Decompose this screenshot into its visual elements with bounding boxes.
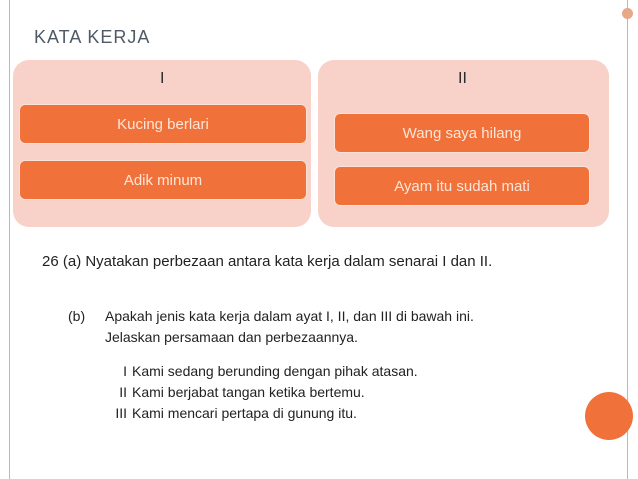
sentence-text: Kami mencari pertapa di gunung itu.	[132, 405, 357, 421]
decorative-circle	[585, 392, 633, 440]
question-b-line: Apakah jenis kata kerja dalam ayat I, II, dan III di bawah ini.	[105, 308, 474, 324]
sentence-item	[98, 382, 418, 403]
list-ii-item: Wang saya hilang	[334, 113, 590, 153]
decorative-dot-top	[622, 8, 633, 19]
sentence-item	[98, 361, 418, 382]
question-b-line: Jelaskan persamaan dan perbezaannya.	[105, 329, 358, 345]
sentence-number: I	[123, 363, 127, 379]
question-b-label: (b)	[68, 308, 86, 324]
sentence-item	[98, 403, 418, 424]
sentence-list	[98, 361, 418, 424]
question-a: 26 (a) Nyatakan perbezaan antara kata kerja dalam senarai I dan II.	[42, 253, 493, 270]
slide-frame-left	[9, 0, 10, 479]
sentence-text: Kami berjabat tangan ketika bertemu.	[132, 384, 365, 400]
list-i-label: I	[160, 70, 165, 87]
list-ii-item: Ayam itu sudah mati	[334, 166, 590, 206]
list-i-item: Adik minum	[19, 160, 307, 200]
question-b	[68, 306, 474, 348]
slide-title: KATA KERJA	[34, 27, 151, 47]
sentence-number: II	[119, 384, 127, 400]
sentence-text: Kami sedang berunding dengan pihak atasan.	[132, 363, 418, 379]
list-ii-label: II	[458, 70, 467, 87]
list-i-item: Kucing berlari	[19, 104, 307, 144]
sentence-number: III	[115, 405, 127, 421]
